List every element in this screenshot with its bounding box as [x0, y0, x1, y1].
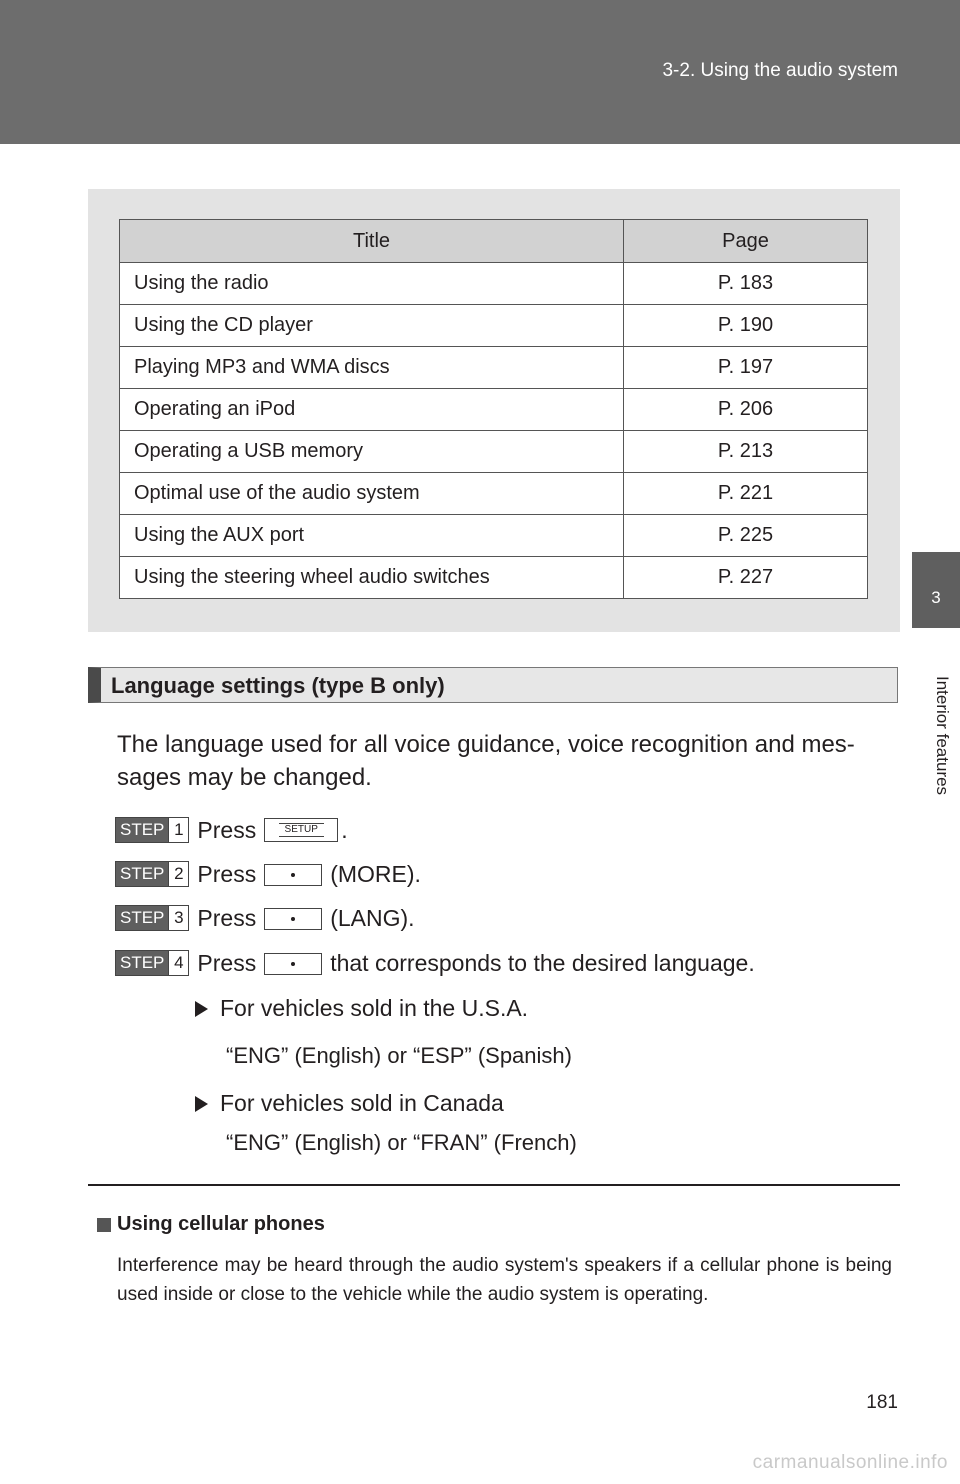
step-press-text: Press — [197, 904, 257, 931]
toc-header-row — [120, 220, 868, 263]
toc-title-cell: Using the CD player — [120, 305, 624, 347]
region-canada — [195, 1090, 504, 1117]
page-header — [0, 0, 960, 144]
toc-title-cell: Operating a USB memory — [120, 431, 624, 473]
step-badge — [115, 950, 189, 976]
step-badge-label: STEP — [116, 951, 168, 975]
softkey-button-icon — [264, 908, 322, 930]
note-title: Using cellular phones — [117, 1213, 325, 1235]
step-badge — [115, 905, 189, 931]
step-1 — [115, 815, 348, 845]
softkey-button-icon — [264, 953, 322, 975]
toc-page-cell: P. 221 — [624, 473, 868, 515]
toc-title-cell: Using the steering wheel audio switches — [120, 557, 624, 599]
toc-header-page: Page — [624, 220, 868, 263]
table-row — [120, 515, 868, 557]
step-after-text: (LANG). — [330, 904, 415, 931]
setup-button-icon — [264, 818, 338, 842]
page-number: 181 — [866, 1392, 898, 1413]
region-canada-detail: “ENG” (English) or “FRAN” (French) — [226, 1130, 577, 1155]
toc-page-cell: P. 183 — [624, 263, 868, 305]
table-row — [120, 431, 868, 473]
setup-button-label: SETUP — [279, 823, 324, 837]
toc-title-cell: Optimal use of the audio system — [120, 473, 624, 515]
divider — [88, 1184, 900, 1186]
toc-table — [119, 219, 868, 599]
step-press-text: Press — [197, 816, 257, 843]
toc-header-title: Title — [120, 220, 624, 263]
toc-title-cell: Playing MP3 and WMA discs — [120, 347, 624, 389]
step-badge-number: 3 — [168, 906, 188, 930]
chapter-label: Interior features — [933, 676, 952, 796]
step-press-text: Press — [197, 860, 257, 887]
toc-page-cell: P. 206 — [624, 389, 868, 431]
step-after-text: (MORE). — [330, 860, 421, 887]
step-badge — [115, 861, 189, 887]
step-badge — [115, 817, 189, 843]
step-badge-label: STEP — [116, 906, 168, 930]
triangle-bullet-icon — [195, 1096, 208, 1112]
step-badge-number: 1 — [168, 818, 188, 842]
chapter-tab — [912, 552, 960, 628]
step-3 — [115, 903, 415, 933]
region-heading: For vehicles sold in Canada — [220, 1090, 504, 1116]
toc-title-cell: Using the AUX port — [120, 515, 624, 557]
square-bullet-icon — [97, 1218, 111, 1232]
step-badge-number: 2 — [168, 862, 188, 886]
toc-page-cell: P. 197 — [624, 347, 868, 389]
step-badge-label: STEP — [116, 862, 168, 886]
step-4 — [115, 948, 755, 978]
toc-title-cell: Using the radio — [120, 263, 624, 305]
toc-title-cell: Operating an iPod — [120, 389, 624, 431]
triangle-bullet-icon — [195, 1001, 208, 1017]
table-row — [120, 473, 868, 515]
region-usa-detail: “ENG” (English) or “ESP” (Spanish) — [226, 1043, 572, 1068]
step-after-text: that corresponds to the desired language. — [330, 949, 755, 976]
region-usa — [195, 995, 528, 1022]
section-intro: The language used for all voice guidance, voice recognition and mes- sages may be changed. — [117, 731, 855, 791]
table-row — [120, 557, 868, 599]
toc-page-cell: P. 225 — [624, 515, 868, 557]
section-title: Language settings (type B only) — [111, 673, 445, 698]
table-row — [120, 347, 868, 389]
toc-panel — [88, 189, 900, 632]
toc-page-cell: P. 190 — [624, 305, 868, 347]
softkey-button-icon — [264, 864, 322, 886]
toc-page-cell: P. 213 — [624, 431, 868, 473]
section-breadcrumb: 3-2. Using the audio system — [662, 60, 898, 81]
section-heading-bar — [88, 667, 898, 703]
note-heading — [97, 1213, 325, 1236]
table-row — [120, 263, 868, 305]
chapter-number: 3 — [931, 588, 941, 607]
step-2 — [115, 859, 421, 889]
region-heading: For vehicles sold in the U.S.A. — [220, 995, 529, 1021]
watermark: carmanualsonline.info — [752, 1452, 948, 1473]
note-body: Interference may be heard through the audio system's speakers if a cellular phone is being used inside or close to the vehicle while the audio system is operating. — [117, 1255, 892, 1305]
step-press-text: Press — [197, 949, 257, 976]
step-badge-label: STEP — [116, 818, 168, 842]
toc-page-cell: P. 227 — [624, 557, 868, 599]
step-after-text: . — [341, 816, 348, 843]
table-row — [120, 389, 868, 431]
step-badge-number: 4 — [168, 951, 188, 975]
table-row — [120, 305, 868, 347]
